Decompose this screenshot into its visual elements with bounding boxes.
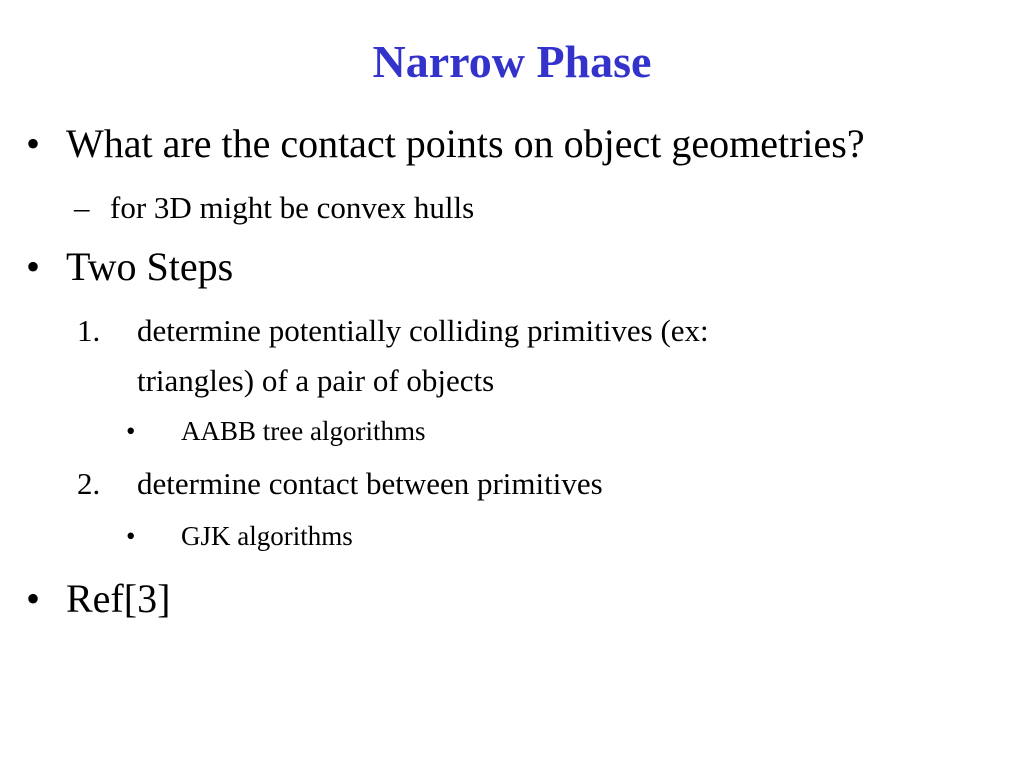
dash-marker: – — [74, 190, 90, 225]
slide-title: Narrow Phase — [372, 36, 652, 87]
bullet-text: Two Steps — [66, 244, 234, 289]
numbered-item-text-line2: triangles) of a pair of objects — [137, 363, 495, 398]
bullet-text: Ref[3] — [66, 576, 171, 621]
sub-bullet-text: GJK algorithms — [181, 521, 353, 551]
numbered-item-text-line1: determine potentially colliding primitives (ex: — [137, 313, 709, 348]
bullet-marker: • — [26, 244, 41, 289]
bullet-text: What are the contact points on object geometries? — [66, 121, 865, 166]
sub-bullet-text: AABB tree algorithms — [181, 416, 426, 446]
bullet-marker: • — [26, 576, 41, 621]
bullet-marker: • — [126, 416, 136, 446]
number-marker: 1. — [77, 313, 101, 348]
bullet-marker: • — [126, 521, 136, 551]
number-marker: 2. — [77, 466, 101, 501]
sub-item-text: for 3D might be convex hulls — [110, 190, 475, 225]
bullet-marker: • — [26, 121, 41, 166]
numbered-item-text: determine contact between primitives — [137, 466, 603, 501]
